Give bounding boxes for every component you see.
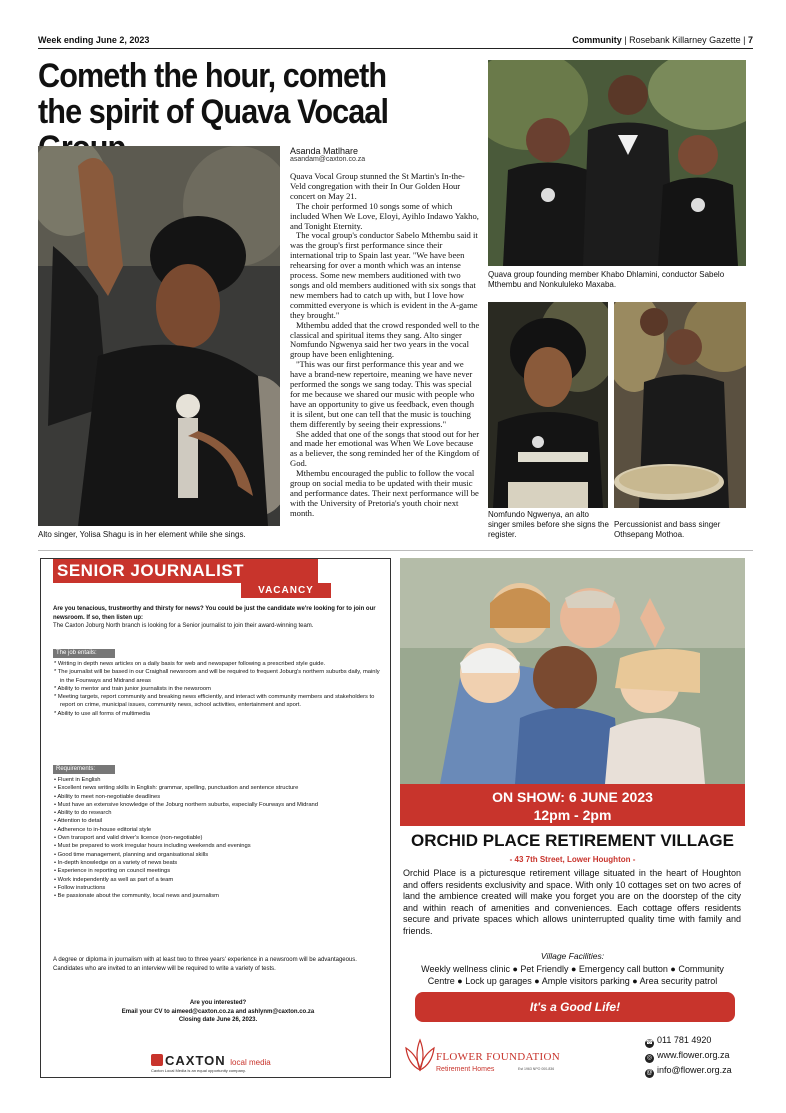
- caxton-logo: [151, 1053, 271, 1068]
- list-item: * Ability to use all forms of multimedia: [54, 710, 151, 717]
- article-paragraph: Mthembu encouraged the public to follow the vocal group on social media to be updated with their music and performance dates. Their next performance will be with the University of Pretoria's youth choir next month.: [290, 468, 479, 518]
- orchid-advert-photo: [400, 558, 745, 784]
- photo-percussionist: [614, 302, 746, 508]
- main-photo-singer: [38, 146, 280, 526]
- closing-date: Closing date June 26, 2023.: [178, 1017, 258, 1024]
- group-photo: [488, 60, 746, 266]
- facilities-title: Village Facilities:: [540, 951, 605, 961]
- caxton-tagline: Caxton Local Media is an equal opportunity company.: [151, 1068, 246, 1073]
- issue-date: Week ending June 2, 2023: [38, 35, 150, 45]
- facilities-list: [400, 963, 745, 987]
- list-item: • Own transport and valid driver's licence (non-negotiable): [54, 835, 203, 842]
- flower-icon: [400, 1030, 440, 1080]
- list-item: • Experience in reporting on council meetings: [54, 868, 171, 875]
- list-item: * Ability to mentor and train junior journalists in the newsroom: [54, 685, 211, 692]
- list-item: • Good time management, planning and organisational skills: [54, 851, 209, 858]
- flower-foundation-est: Est 1963 NPO 000-836: [518, 1067, 555, 1071]
- tagline-banner: It's a Good Life!: [415, 992, 735, 1022]
- job-entails-list: [53, 660, 383, 718]
- vacancy-title: SENIOR JOURNALIST: [53, 559, 318, 583]
- caption-alto-singer: Nomfundo Ngwenya, an alto singer smiles before she signs the register.: [488, 510, 609, 539]
- requirements-heading: Requirements:: [53, 765, 115, 774]
- list-item: * The journalist will be based in our Craighall newsroom and will be required to frequent Joburg's northern suburbs daily, mainly in the Fourways and Midrand areas: [54, 669, 380, 684]
- list-item: • Must have an extensive knowledge of the Joburg northern suburbs, especially Fourways and Midrand: [54, 801, 319, 808]
- article-paragraph: "This was our first performance this year and we have a brand-new repertoire, meaning we have never performed the songs we sang today. This was special for me because we shared our music with people who have an opportunity to give us feedback, even though it is silent, but one can tell that the music is touching them differently by seeing their expressions.": [290, 359, 475, 429]
- list-item: • Follow instructions: [54, 884, 106, 891]
- list-item: • Fluent in English: [54, 777, 101, 783]
- list-item: • Excellent news writing skills in English: grammar, spelling, punctuation and sentence structure: [54, 785, 299, 792]
- vacancy-footer-tests: Candidates who are invited to an interview will be required to write a variety of tests.: [53, 965, 276, 972]
- orchid-address: - 43 7th Street, Lower Houghton -: [509, 855, 636, 864]
- show-time: 12pm - 2pm: [533, 807, 612, 823]
- article-paragraph: The choir performed 10 songs some of which included When We Love, Eloyi, Ayihlo Indawo Yakho, and Tonight Eternity.: [290, 200, 479, 231]
- publication-info: [572, 35, 753, 45]
- page-number: 7: [747, 35, 753, 45]
- orchid-title: ORCHID PLACE RETIREMENT VILLAGE: [410, 831, 734, 850]
- website: www.flower.org.za: [657, 1050, 730, 1060]
- facilities-line: Weekly wellness clinic ● Pet Friendly ● Emergency call button ● Community: [421, 964, 724, 974]
- article-body: [290, 172, 480, 519]
- caption-group-photo: Quava group founding member Khabo Dhlamini, conductor Sabelo Mthembu and Nonkululeko Maxaba.: [488, 270, 725, 289]
- requirements-list: [53, 776, 383, 900]
- article-author: Asanda Matlhare: [290, 146, 359, 156]
- email-icon: @: [646, 1070, 653, 1076]
- flower-foundation-sub: Retirement Homes: [436, 1066, 495, 1073]
- flower-foundation-name: FLOWER FOUNDATION: [436, 1051, 560, 1063]
- contact-email[interactable]: [645, 1064, 732, 1078]
- vacancy-intro-bold: Are you tenacious, trustworthy and thirsty for news? You could be just the candidate we're looking for to join our newsroom. If so, then listen up:: [53, 606, 376, 621]
- vacancy-intro-text: The Caxton Joburg North branch is looking for a Senior journalist to join their award-winning team.: [53, 623, 314, 630]
- article-paragraph: Mthembu added that the crowd responded well to the classical and spiritual items they sang. Alto singer Nomfundo Ngwenya said her two years in the vocal group have been enlightening.: [290, 319, 480, 360]
- contact-phone[interactable]: [645, 1034, 711, 1048]
- list-item: * Meeting targets, report community and breaking news efficiently, and interact with community members and stakeholders to report on crime, municipal issues, community news, school activities, entertainment and sport.: [54, 694, 375, 709]
- globe-icon: ◎: [646, 1055, 653, 1061]
- vacancy-subtitle: VACANCY: [241, 583, 331, 598]
- vacancy-advert: [40, 558, 391, 1078]
- contact-web[interactable]: [645, 1049, 730, 1063]
- list-item: • Must be prepared to work irregular hours including weekends and evenings: [54, 843, 251, 850]
- caption-main-photo: Alto singer, Yolisa Shagu is in her element while she sings.: [38, 530, 246, 539]
- phone-number: 011 781 4920: [657, 1035, 712, 1045]
- vacancy-apply: [53, 999, 383, 1025]
- apply-question: Are you interested?: [189, 1000, 247, 1006]
- vacancy-footer: [53, 956, 383, 973]
- list-item: • Ability to meet non-negotiable deadlines: [54, 793, 161, 800]
- article-author-email: asandam@caxton.co.za: [290, 156, 366, 163]
- facilities-line: Centre ● Lock up garages ● Ample visitors parking ● Area security patrol: [427, 976, 718, 986]
- article-paragraph: Quava Vocal Group stunned the St Martin's In-the-Veld congregation with their In Our Golden Hour concert on May 21.: [290, 171, 465, 201]
- article-headline: Cometh the hour, cometh the spirit of Quava Vocaal: [38, 57, 389, 131]
- caption-percussionist: Percussionist and bass singer Othsepang Mothoa.: [614, 520, 721, 539]
- show-date-banner: [400, 784, 745, 826]
- list-item: • Be passionate about the community, local news and journalism: [54, 893, 219, 900]
- list-item: • Adherence to in-house editorial style: [54, 826, 152, 833]
- phone-icon: ☎: [645, 1040, 654, 1046]
- section-name: Community: [572, 35, 622, 45]
- caxton-logo-text: CAXTON: [165, 1053, 226, 1068]
- caxton-logo-icon: [151, 1054, 163, 1066]
- email-address: info@flower.org.za: [657, 1065, 732, 1075]
- page-header: [38, 33, 753, 49]
- vacancy-intro: [53, 605, 383, 631]
- show-date: ON SHOW: 6 JUNE 2023: [492, 789, 653, 805]
- caxton-logo-sub: local media: [230, 1058, 271, 1067]
- list-item: • Attention to detail: [54, 818, 103, 825]
- publication-name: | Rosebank Killarney Gazette |: [621, 35, 748, 45]
- vacancy-footer-degree: A degree or diploma in journalism with at least two to three years' experience in a newsroom will be advantageous.: [53, 957, 357, 963]
- list-item: * Writing in depth news articles on a daily basis for web and newspaper following a prescribed style guide.: [54, 661, 326, 667]
- list-item: • In-depth knowledge on a variety of news beats: [54, 859, 178, 866]
- orchid-description: Orchid Place is a picturesque retirement village situated in the heart of Houghton and offers residents exclusivity and space. With only 10 cottages set on two acres of land the ambience created will make you forget you are on the doorstep of the city and within reach of amenities and conveniences. Each cottage offers residents secure and private spaces which allows uninterrupted quality time with family and friends.: [403, 868, 741, 936]
- article-paragraph: She added that one of the songs that stood out for her and made her emotional was When We Love because as a believer, the song reminded her of the Kingdom of God.: [290, 428, 480, 469]
- article-paragraph: The vocal group's conductor Sabelo Mthembu said it was the group's first performance since their international trip to Spain last year. "We have been rehearsing for over a month which was an intense process. Some new members auditioned with two songs and old members auditioned with six songs that new members had to catch up with, but I love how committed everyone is which is evident in the A-game they brought.": [290, 230, 478, 320]
- job-entails-heading: The job entails:: [53, 649, 115, 658]
- photo-alto-singer: [488, 302, 608, 508]
- apply-email[interactable]: Email your CV to aimeed@caxton.co.za and ashlynm@caxton.co.za: [121, 1008, 315, 1015]
- list-item: • Ability to do research: [54, 810, 112, 817]
- list-item: • Work independently as well as part of a team: [54, 876, 174, 883]
- section-divider: [38, 550, 753, 551]
